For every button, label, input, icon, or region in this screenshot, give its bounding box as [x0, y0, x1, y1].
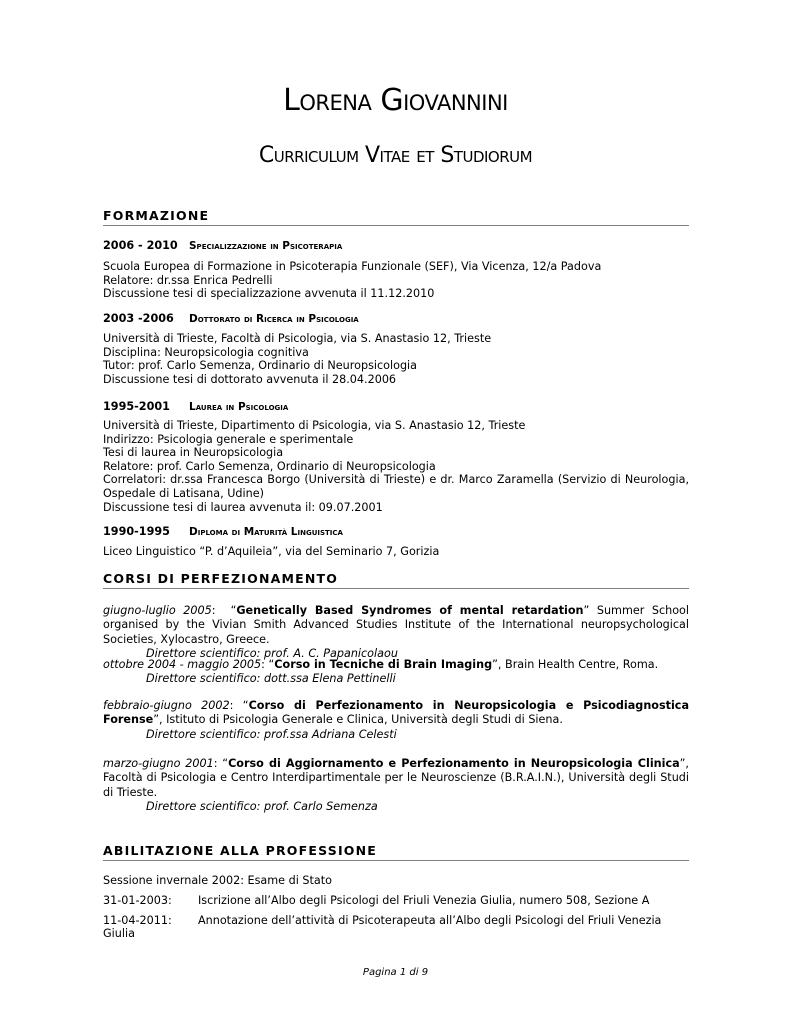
section-heading-abilitazione: ABILITAZIONE ALLA PROFESSIONE	[103, 843, 689, 861]
education-line: Scuola Europea di Formazione in Psicoterapia Funzionale (SEF), Via Vicenza, 12/a Padova	[103, 260, 602, 273]
course-name: Genetically Based Syndromes of mental retardation	[236, 604, 584, 617]
education-date: 2003 -2006	[103, 312, 174, 325]
course-period: marzo-giugno 2001	[103, 757, 214, 770]
education-line: Discussione tesi di dottorato avvenuta il 28.04.2006	[103, 372, 397, 386]
education-date: 1995-2001	[103, 400, 170, 413]
course-description: ”, Istituto di Psicologia Generale e Clinica, Università degli Studi di Siena.	[153, 713, 563, 727]
course-description: ” Summer School organised by the Vivian Smith Advanced Studies Institute of the International neuropsychological Societies, Xylocastro, Greece.	[103, 604, 689, 646]
education-date: 1990-1995	[103, 525, 170, 538]
course-entry: febbraio-giugno 2002: “Corso di Perfezionamento in Neuropsicologia e Psicodiagnostica Forense”, Istituto di Psicologia Generale e Clinica, Università degli Studi di Siena. Direttore scientifico: prof.ssa Adriana Celesti	[103, 699, 689, 741]
education-title: Laurea in Psicologia	[189, 401, 289, 413]
education-details	[103, 332, 689, 386]
course-entry: ottobre 2004 - maggio 2005: “Corso in Tecniche di Brain Imaging”, Brain Health Centre, Roma. Direttore scientifico: dott.ssa Elena Pettinelli	[103, 658, 689, 687]
education-entry-header	[103, 400, 288, 413]
exam-session: Sessione invernale 2002: Esame di Stato	[103, 874, 332, 887]
education-line: Liceo Linguistico “P. d’Aquileia”, via del Seminario 7, Gorizia	[103, 545, 440, 558]
section-heading-formazione: FORMAZIONE	[103, 208, 689, 226]
education-line: Indirizzo: Psicologia generale e sperimentale	[103, 432, 354, 446]
course-director: Direttore scientifico: dott.ssa Elena Pettinelli	[146, 672, 396, 686]
education-line: Relatore: dr.ssa Enrica Pedrelli	[103, 273, 273, 287]
license-text: Annotazione dell’attività di Psicoterapeuta all’Albo degli Psicologi del Friuli Venezia Giulia	[103, 914, 662, 940]
course-entry: giugno-luglio 2005: “Genetically Based Syndromes of mental retardation” Summer School organised by the Vivian Smith Advanced Studies Institute of the International neuropsychological Societies, Xylocastro, Greece. Direttore scientifico: prof. A. C. Papanicolaou	[103, 604, 689, 661]
education-line: Tesi di laurea in Neuropsicologia	[103, 446, 284, 460]
course-period: giugno-luglio 2005	[103, 604, 212, 617]
course-director: Direttore scientifico: prof. Carlo Semenza	[146, 800, 378, 814]
section-heading-corsi: CORSI DI PERFEZIONAMENTO	[103, 571, 689, 589]
course-period: febbraio-giugno 2002	[103, 699, 230, 712]
document-subtitle: Curriculum Vitae et Studiorum	[258, 143, 533, 168]
education-line: Relatore: prof. Carlo Semenza, Ordinario di Neuropsicologia	[103, 459, 436, 473]
education-line: Discussione tesi di laurea avvenuta il: 09.07.2001	[103, 500, 383, 514]
page-number: Pagina 1 di 9	[362, 967, 429, 978]
course-entry: marzo-giugno 2001: “Corso di Aggiornamento e Perfezionamento in Neuropsicologia Clinica”, Facoltà di Psicologia e Centro Interdipartimentale per le Neuroscienze (B.R.A.I.N.), Università degli Studi di Trieste. Direttore scientifico: prof. Carlo Semenza	[103, 757, 689, 814]
course-name: Corso in Tecniche di Brain Imaging	[274, 658, 493, 671]
course-director: Direttore scientifico: prof. A. C. Papanicolaou	[146, 647, 398, 661]
course-description: ”, Facoltà di Psicologia e Centro Interdipartimentale per le Neuroscienze (B.R.A.I.N.), Università degli Studi di Trieste.	[103, 757, 689, 799]
education-title: Dottorato di Ricerca in Psicologia	[189, 313, 359, 325]
course-period: ottobre 2004 - maggio 2005	[103, 658, 262, 671]
education-line: Università di Trieste, Facoltà di Psicologia, via S. Anastasio 12, Trieste	[103, 332, 492, 345]
education-details	[103, 419, 689, 514]
license-date: 31-01-2003:	[103, 894, 172, 907]
education-entry-header	[103, 312, 359, 325]
license-text: Iscrizione all’Albo degli Psicologi del Friuli Venezia Giulia, numero 508, Sezione A	[198, 894, 650, 907]
education-title: Specializzazione in Psicoterapia	[189, 240, 343, 252]
education-line: Disciplina: Neuropsicologia cognitiva	[103, 345, 309, 359]
license-row	[103, 914, 689, 940]
education-entry-header	[103, 239, 342, 252]
education-entry-header	[103, 525, 343, 538]
course-director: Direttore scientifico: prof.ssa Adriana Celesti	[146, 727, 397, 741]
course-description: ”, Brain Health Centre, Roma.	[492, 658, 659, 671]
person-name: Lorena Giovannini	[283, 83, 508, 118]
education-line: Tutor: prof. Carlo Semenza, Ordinario di Neuropsicologia	[103, 359, 418, 373]
education-title: Diploma di Maturità Linguistica	[189, 526, 343, 538]
course-name: Corso di Perfezionamento in Neuropsicologia e Psicodiagnostica Forense	[103, 699, 689, 727]
course-name: Corso di Aggiornamento e Perfezionamento in Neuropsicologia Clinica	[228, 757, 680, 770]
education-line: Correlatori: dr.ssa Francesca Borgo (Università di Trieste) e dr. Marco Zaramella (Servizio di Neurologia, Ospedale di Latisana, Udine)	[103, 473, 689, 500]
license-date: 11-04-2011:	[103, 914, 172, 927]
education-date: 2006 - 2010	[103, 239, 178, 252]
license-row	[103, 894, 689, 907]
education-line: Università di Trieste, Dipartimento di Psicologia, via S. Anastasio 12, Trieste	[103, 419, 526, 432]
education-details	[103, 260, 689, 301]
education-line: Discussione tesi di specializzazione avvenuta il 11.12.2010	[103, 287, 435, 301]
education-details	[103, 545, 689, 559]
